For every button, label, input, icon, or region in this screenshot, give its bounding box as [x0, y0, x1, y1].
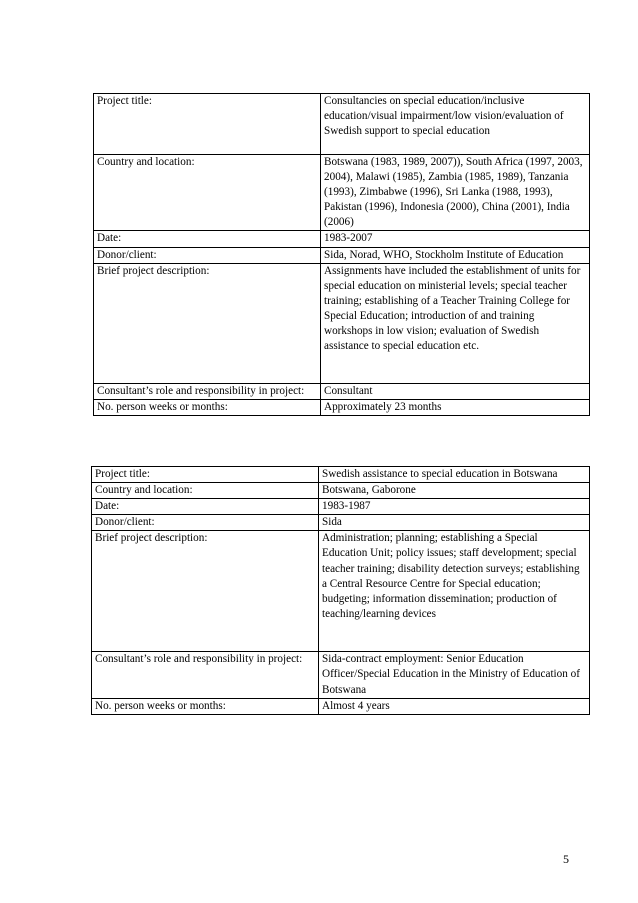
- row-value: 1983-1987: [319, 499, 590, 515]
- row-value: Botswana, Gaborone: [319, 483, 590, 499]
- row-value: Assignments have included the establishment of units for special education on ministerial levels; special teacher training; establishing of a Teacher Training College for Special Education; introduction of and training workshops in low vision; evaluation of Swedish assistance to special education etc.: [321, 263, 590, 383]
- table-row: [94, 231, 590, 247]
- row-value: 1983-2007: [321, 231, 590, 247]
- table-row: [92, 531, 590, 652]
- row-label: Project title:: [94, 94, 321, 155]
- row-label: Donor/client:: [94, 247, 321, 263]
- table-row: [92, 499, 590, 515]
- project-table-1: [93, 93, 590, 416]
- row-value: Almost 4 years: [319, 698, 590, 714]
- table-row: [92, 467, 590, 483]
- row-label: No. person weeks or months:: [94, 399, 321, 415]
- table-row: [92, 652, 590, 698]
- row-value: Botswana (1983, 1989, 2007)), South Africa (1997, 2003, 2004), Malawi (1985), Zambia (1985, 1989), Tanzania (1993), Zimbabwe (1996), Sri Lanka (1988, 1993), Pakistan (1996), Indonesia (2000), China (2001), India (2006): [321, 155, 590, 231]
- row-label: Consultant’s role and responsibility in project:: [94, 383, 321, 399]
- row-value: Sida-contract employment: Senior Education Officer/Special Education in the Ministry of Education of Botswana: [319, 652, 590, 698]
- table-row: [92, 698, 590, 714]
- table-row: [92, 483, 590, 499]
- row-value: Approximately 23 months: [321, 399, 590, 415]
- row-value: Consultant: [321, 383, 590, 399]
- table-row: [94, 263, 590, 383]
- row-label: Consultant’s role and responsibility in project:: [92, 652, 319, 698]
- row-label: Brief project description:: [94, 263, 321, 383]
- row-value: Administration; planning; establishing a Special Education Unit; policy issues; staff development; special teacher training; disability detection surveys; establishing a Central Resource Centre for Special education; budgeting; information dissemination; production of teaching/learning devices: [319, 531, 590, 652]
- page-number: 5: [563, 852, 569, 866]
- row-label: Country and location:: [92, 483, 319, 499]
- row-label: No. person weeks or months:: [92, 698, 319, 714]
- row-label: Country and location:: [94, 155, 321, 231]
- row-value: Swedish assistance to special education in Botswana: [319, 467, 590, 483]
- table-row: [94, 399, 590, 415]
- row-label: Donor/client:: [92, 515, 319, 531]
- row-value: Consultancies on special education/inclusive education/visual impairment/low vision/evaluation of Swedish support to special education: [321, 94, 590, 155]
- project-table-2: [91, 466, 590, 715]
- row-label: Date:: [94, 231, 321, 247]
- table-row: [94, 94, 590, 155]
- table-row: [94, 383, 590, 399]
- row-label: Brief project description:: [92, 531, 319, 652]
- row-value: Sida, Norad, WHO, Stockholm Institute of Education: [321, 247, 590, 263]
- table-row: [94, 155, 590, 231]
- table-row: [94, 247, 590, 263]
- table-row: [92, 515, 590, 531]
- row-value: Sida: [319, 515, 590, 531]
- row-label: Date:: [92, 499, 319, 515]
- row-label: Project title:: [92, 467, 319, 483]
